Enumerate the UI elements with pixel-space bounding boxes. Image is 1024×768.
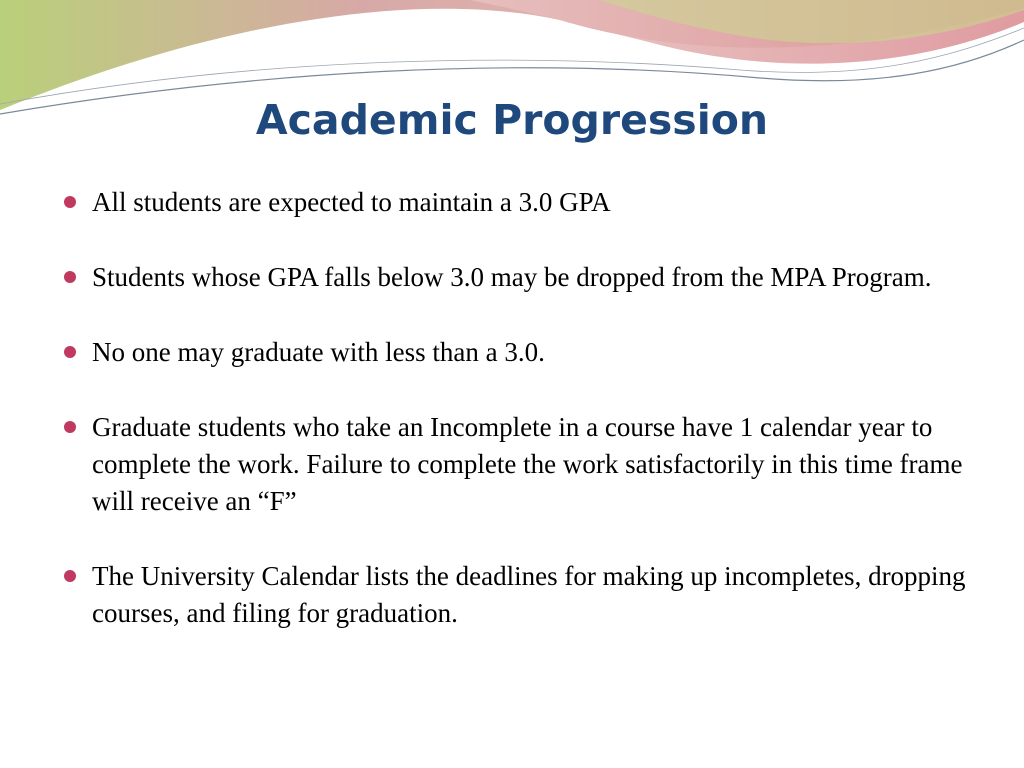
bullet-text: All students are expected to maintain a 3.0 GPA [92,187,611,217]
bullet-dot-icon [64,421,76,433]
bullet-dot-icon [64,570,76,582]
bullet-text: Graduate students who take an Incomplete in a course have 1 calendar year to complete the work. Failure to complete the work satisfactorily in this time frame will receive an “F” [92,412,963,516]
bullet-text: No one may graduate with less than a 3.0. [92,337,545,367]
bullet-item [60,558,970,632]
bullet-text: The University Calendar lists the deadlines for making up incompletes, dropping courses, and filing for graduation. [92,561,966,628]
bullet-dot-icon [64,346,76,358]
bullet-list [60,184,970,670]
bullet-item [60,334,970,371]
bullet-dot-icon [64,196,76,208]
bullet-item [60,184,970,221]
bullet-dot-icon [64,271,76,283]
bullet-item [60,259,970,296]
bullet-item [60,409,970,520]
bullet-text: Students whose GPA falls below 3.0 may be dropped from the MPA Program. [92,262,932,292]
slide-title: Academic Progression [255,96,769,144]
